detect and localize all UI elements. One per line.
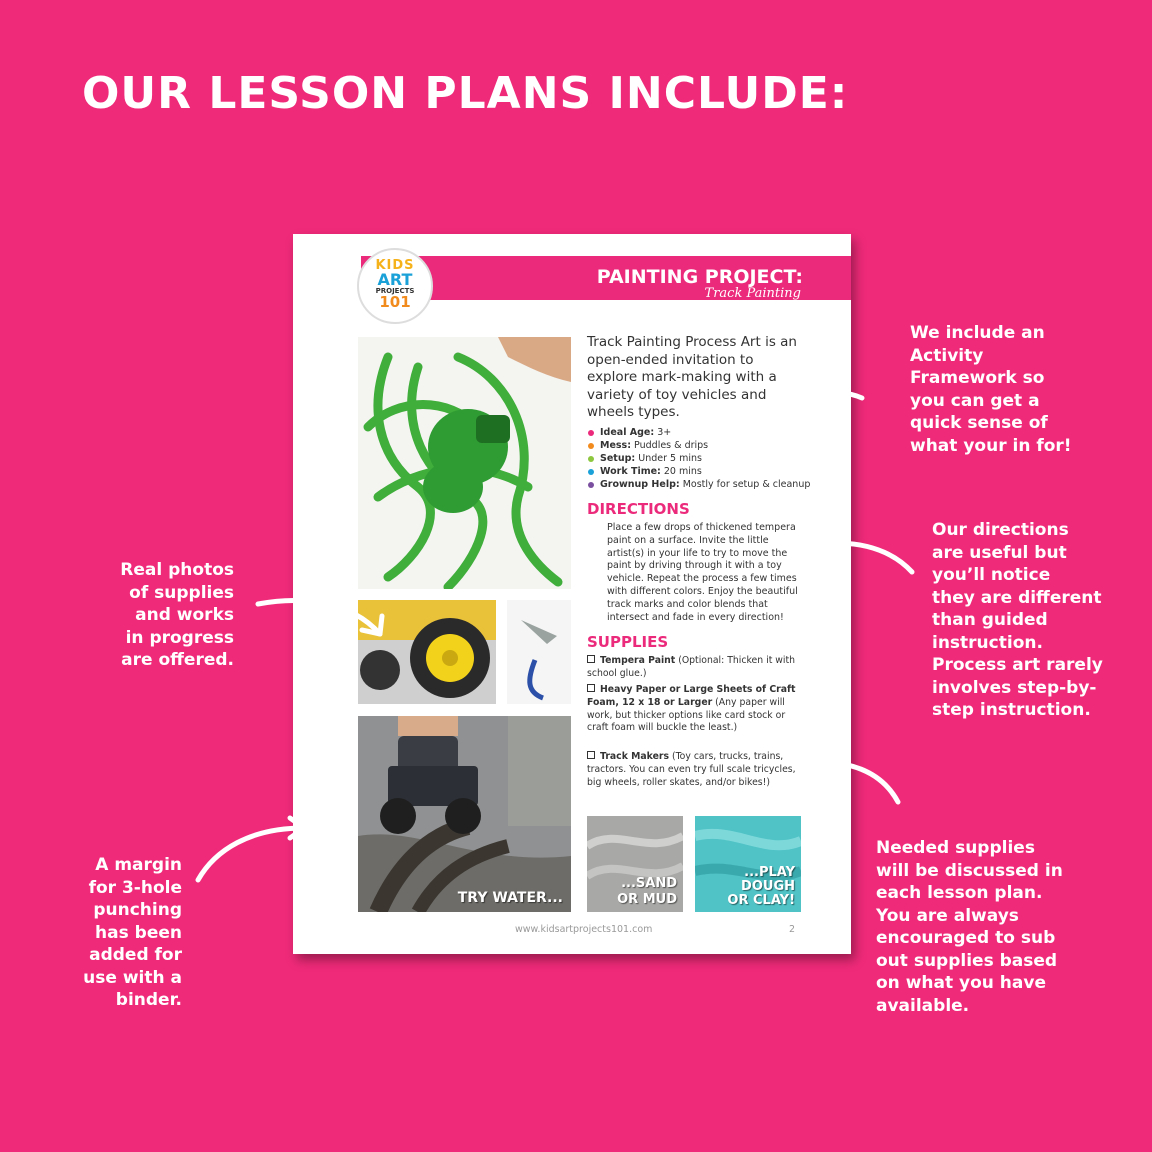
fact-value: 3+ <box>657 427 672 438</box>
callout-line: than guided <box>932 610 1048 630</box>
callout-line: Our directions <box>932 520 1069 540</box>
callout-line: are useful but <box>932 542 1067 563</box>
fact-value: Under 5 mins <box>638 453 702 464</box>
logo-line-2: ART <box>377 270 413 289</box>
callout-line: and works <box>135 605 234 625</box>
fact-value: Puddles & drips <box>634 440 709 451</box>
supplies-heading: SUPPLIES <box>587 633 669 651</box>
arrow-supplies-icon <box>796 761 898 802</box>
callout-line: are offered. <box>121 650 234 670</box>
logo-line-1: KIDS <box>375 258 415 273</box>
supply-name: Heavy Paper or Large Sheets of Craft Foam, 12 x 18 or Larger <box>587 684 796 708</box>
caption-play-line-1: ...PLAY <box>744 865 795 880</box>
directions-heading: DIRECTIONS <box>587 500 690 518</box>
callout-line: Process art rarely <box>932 655 1103 675</box>
callout-line: has been <box>95 922 182 943</box>
fact-label: Grownup Help: <box>600 479 680 490</box>
fact-label: Work Time: <box>600 466 661 477</box>
supply-note: (Any paper will work, but thicker options like card stock or craft foam will buckle the least.) <box>587 696 786 734</box>
callout-line: Framework so <box>910 368 1045 388</box>
arrow-directions-icon <box>806 543 912 572</box>
callout-line: they are different <box>932 587 1102 608</box>
callout-line: added for <box>89 945 182 965</box>
callout-line: punching <box>93 900 182 920</box>
callout-line: for 3-hole <box>88 877 182 898</box>
callout-line: on what you have <box>876 973 1046 993</box>
callout-line: quick sense of <box>910 413 1048 433</box>
callout-line: A margin <box>95 855 182 875</box>
callout-line: out supplies based <box>876 950 1058 971</box>
callout-line: will be discussed in <box>876 860 1063 881</box>
project-title: PAINTING PROJECT: <box>596 266 803 288</box>
fact-value: Mostly for setup & cleanup <box>682 479 811 490</box>
caption-play-line-3: OR CLAY! <box>727 893 795 908</box>
logo-line-3: PROJECTS <box>375 287 415 295</box>
logo-line-4: 101 <box>379 293 411 311</box>
callout-line: involves step-by- <box>932 677 1097 698</box>
fact-label: Setup: <box>600 453 636 464</box>
callout-line: of supplies <box>129 582 234 603</box>
callout-line: Needed supplies <box>876 838 1035 858</box>
fact-value: 20 mins <box>663 466 702 477</box>
fact-label: Ideal Age: <box>600 427 655 438</box>
arrow-margin-icon <box>198 828 304 880</box>
callout-line: use with a <box>83 967 182 988</box>
callout-line: in progress <box>125 627 234 648</box>
caption-play-line-2: DOUGH <box>741 879 795 894</box>
caption-sand-line-2: OR MUD <box>617 892 677 907</box>
caption-try-water: TRY WATER... <box>457 890 563 906</box>
project-name: Track Painting <box>704 286 801 301</box>
arrow-framework-icon <box>784 393 862 428</box>
supply-note: (Toy cars, trucks, trains, tractors. You can even try full scale tricycles, big wheels, roller skates, and/or bikes!) <box>587 751 796 788</box>
supply-name: Tempera Paint <box>600 655 676 666</box>
supply-note: (Optional: Thicken it with school glue.) <box>587 655 796 679</box>
intro-text: Track Painting Process Art is an open-ended invitation to explore mark-making with a variety of toy vehicles and wheels types. <box>587 334 797 420</box>
callout-line: what your in for! <box>910 435 1072 456</box>
callout-line: Activity <box>910 345 984 366</box>
page-number: 2 <box>789 924 796 935</box>
callout-line: step instruction. <box>932 700 1091 720</box>
headline: OUR LESSON PLANS INCLUDE: <box>82 68 849 119</box>
callout-line: each lesson plan. <box>876 883 1043 903</box>
callout-line: you’ll notice <box>932 565 1051 585</box>
supply-name: Track Makers <box>600 751 669 762</box>
directions-text: Place a few drops of thickened tempera paint on a surface. Invite the little artist(s) in your life to try to move the paint by driving through it with a toy vehicle. Repeat the process a few times with different colors. Enjoy the beautiful track marks and color blends that intersect and fade in every direction! <box>607 522 798 623</box>
callout-line: encouraged to sub <box>876 928 1056 948</box>
callout-line: available. <box>876 995 970 1016</box>
fact-label: Mess: <box>600 440 632 451</box>
callout-line: you can get a <box>910 390 1040 411</box>
callout-line: Real photos <box>120 560 234 580</box>
caption-sand-line-1: ...SAND <box>621 876 677 891</box>
callout-line: binder. <box>115 990 182 1010</box>
callout-line: We include an <box>910 323 1045 343</box>
callout-line: You are always <box>876 905 1019 926</box>
footer-url: www.kidsartprojects101.com <box>515 924 653 935</box>
callout-line: instruction. <box>932 632 1043 653</box>
